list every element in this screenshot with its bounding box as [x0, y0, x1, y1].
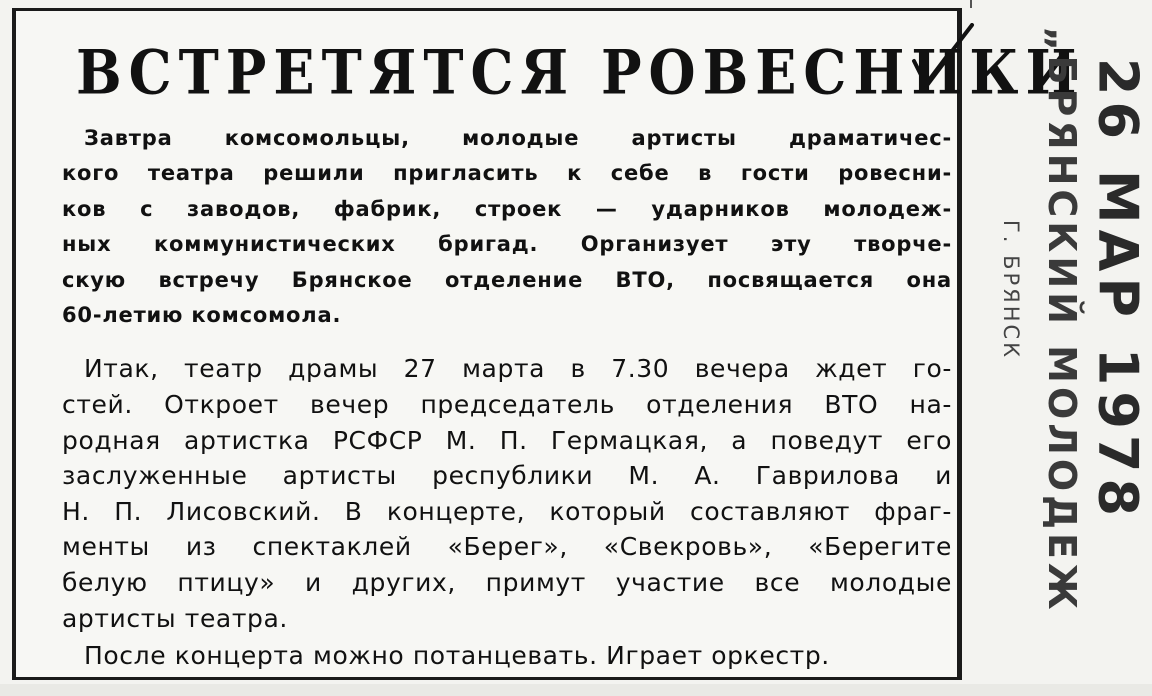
lead-line: Завтра комсомольцы, молодые артисты драматичес-	[84, 126, 952, 150]
stamp-city-text: Г. БРЯНСК	[999, 219, 1023, 361]
article-body	[62, 121, 952, 674]
paragraph-event-details	[62, 351, 952, 636]
paragraph-line: менты из спектаклей «Берег», «Свекровь», «Берегите	[62, 532, 952, 562]
stamp-date-text: 26 МАР 1978	[1086, 57, 1150, 523]
lead-line: скую встречу Брянское отделение ВТО, посвящается она	[62, 267, 952, 292]
stamp-newspaper-title	[1040, 26, 1084, 614]
stamp-newspaper-title-text: „БРЯНСКИЙ МОЛОДЕЖ	[1040, 26, 1084, 614]
paragraph-after-concert	[62, 638, 952, 674]
paragraph-line: Н. П. Лисовский. В концерте, который составляют фраг-	[62, 496, 952, 526]
lead-line: 60-летию комсомола.	[62, 303, 342, 328]
article-headline: ВСТРЕТЯТСЯ РОВЕСНИКИ	[76, 36, 1084, 108]
lead-line: кого театра решили пригласить к себе в гости ровесни-	[62, 161, 952, 186]
paragraph-line: Итак, театр драмы 27 марта в 7.30 вечера ждет го-	[84, 354, 952, 384]
clipping-edge-mark	[970, 0, 972, 8]
stamp-date	[1086, 57, 1150, 523]
paragraph-line: заслуженные артисты республики М. А. Гаврилова и	[62, 461, 952, 491]
handwritten-checkmark-icon	[906, 23, 976, 93]
headline-area	[76, 33, 1084, 111]
lead-line: ков с заводов, фабрик, строек — ударников молодеж-	[62, 196, 952, 221]
paragraph-line: После концерта можно потанцевать. Играет оркестр.	[84, 641, 830, 671]
stamp-city	[996, 90, 1026, 490]
paragraph-line: артисты театра.	[62, 603, 288, 633]
paragraph-line: родная артистка РСФСР М. П. Гермацкая, а поведут его	[62, 425, 952, 455]
paragraph-line: стей. Откроет вечер председатель отделения ВТО на-	[62, 390, 952, 420]
lead-line: ных коммунистических бригад. Организует эту творче-	[62, 232, 952, 257]
paper-bottom-edge	[0, 684, 1152, 696]
lead-paragraph	[62, 121, 952, 333]
paragraph-line: белую птицу» и других, примут участие все молодые	[62, 568, 952, 597]
